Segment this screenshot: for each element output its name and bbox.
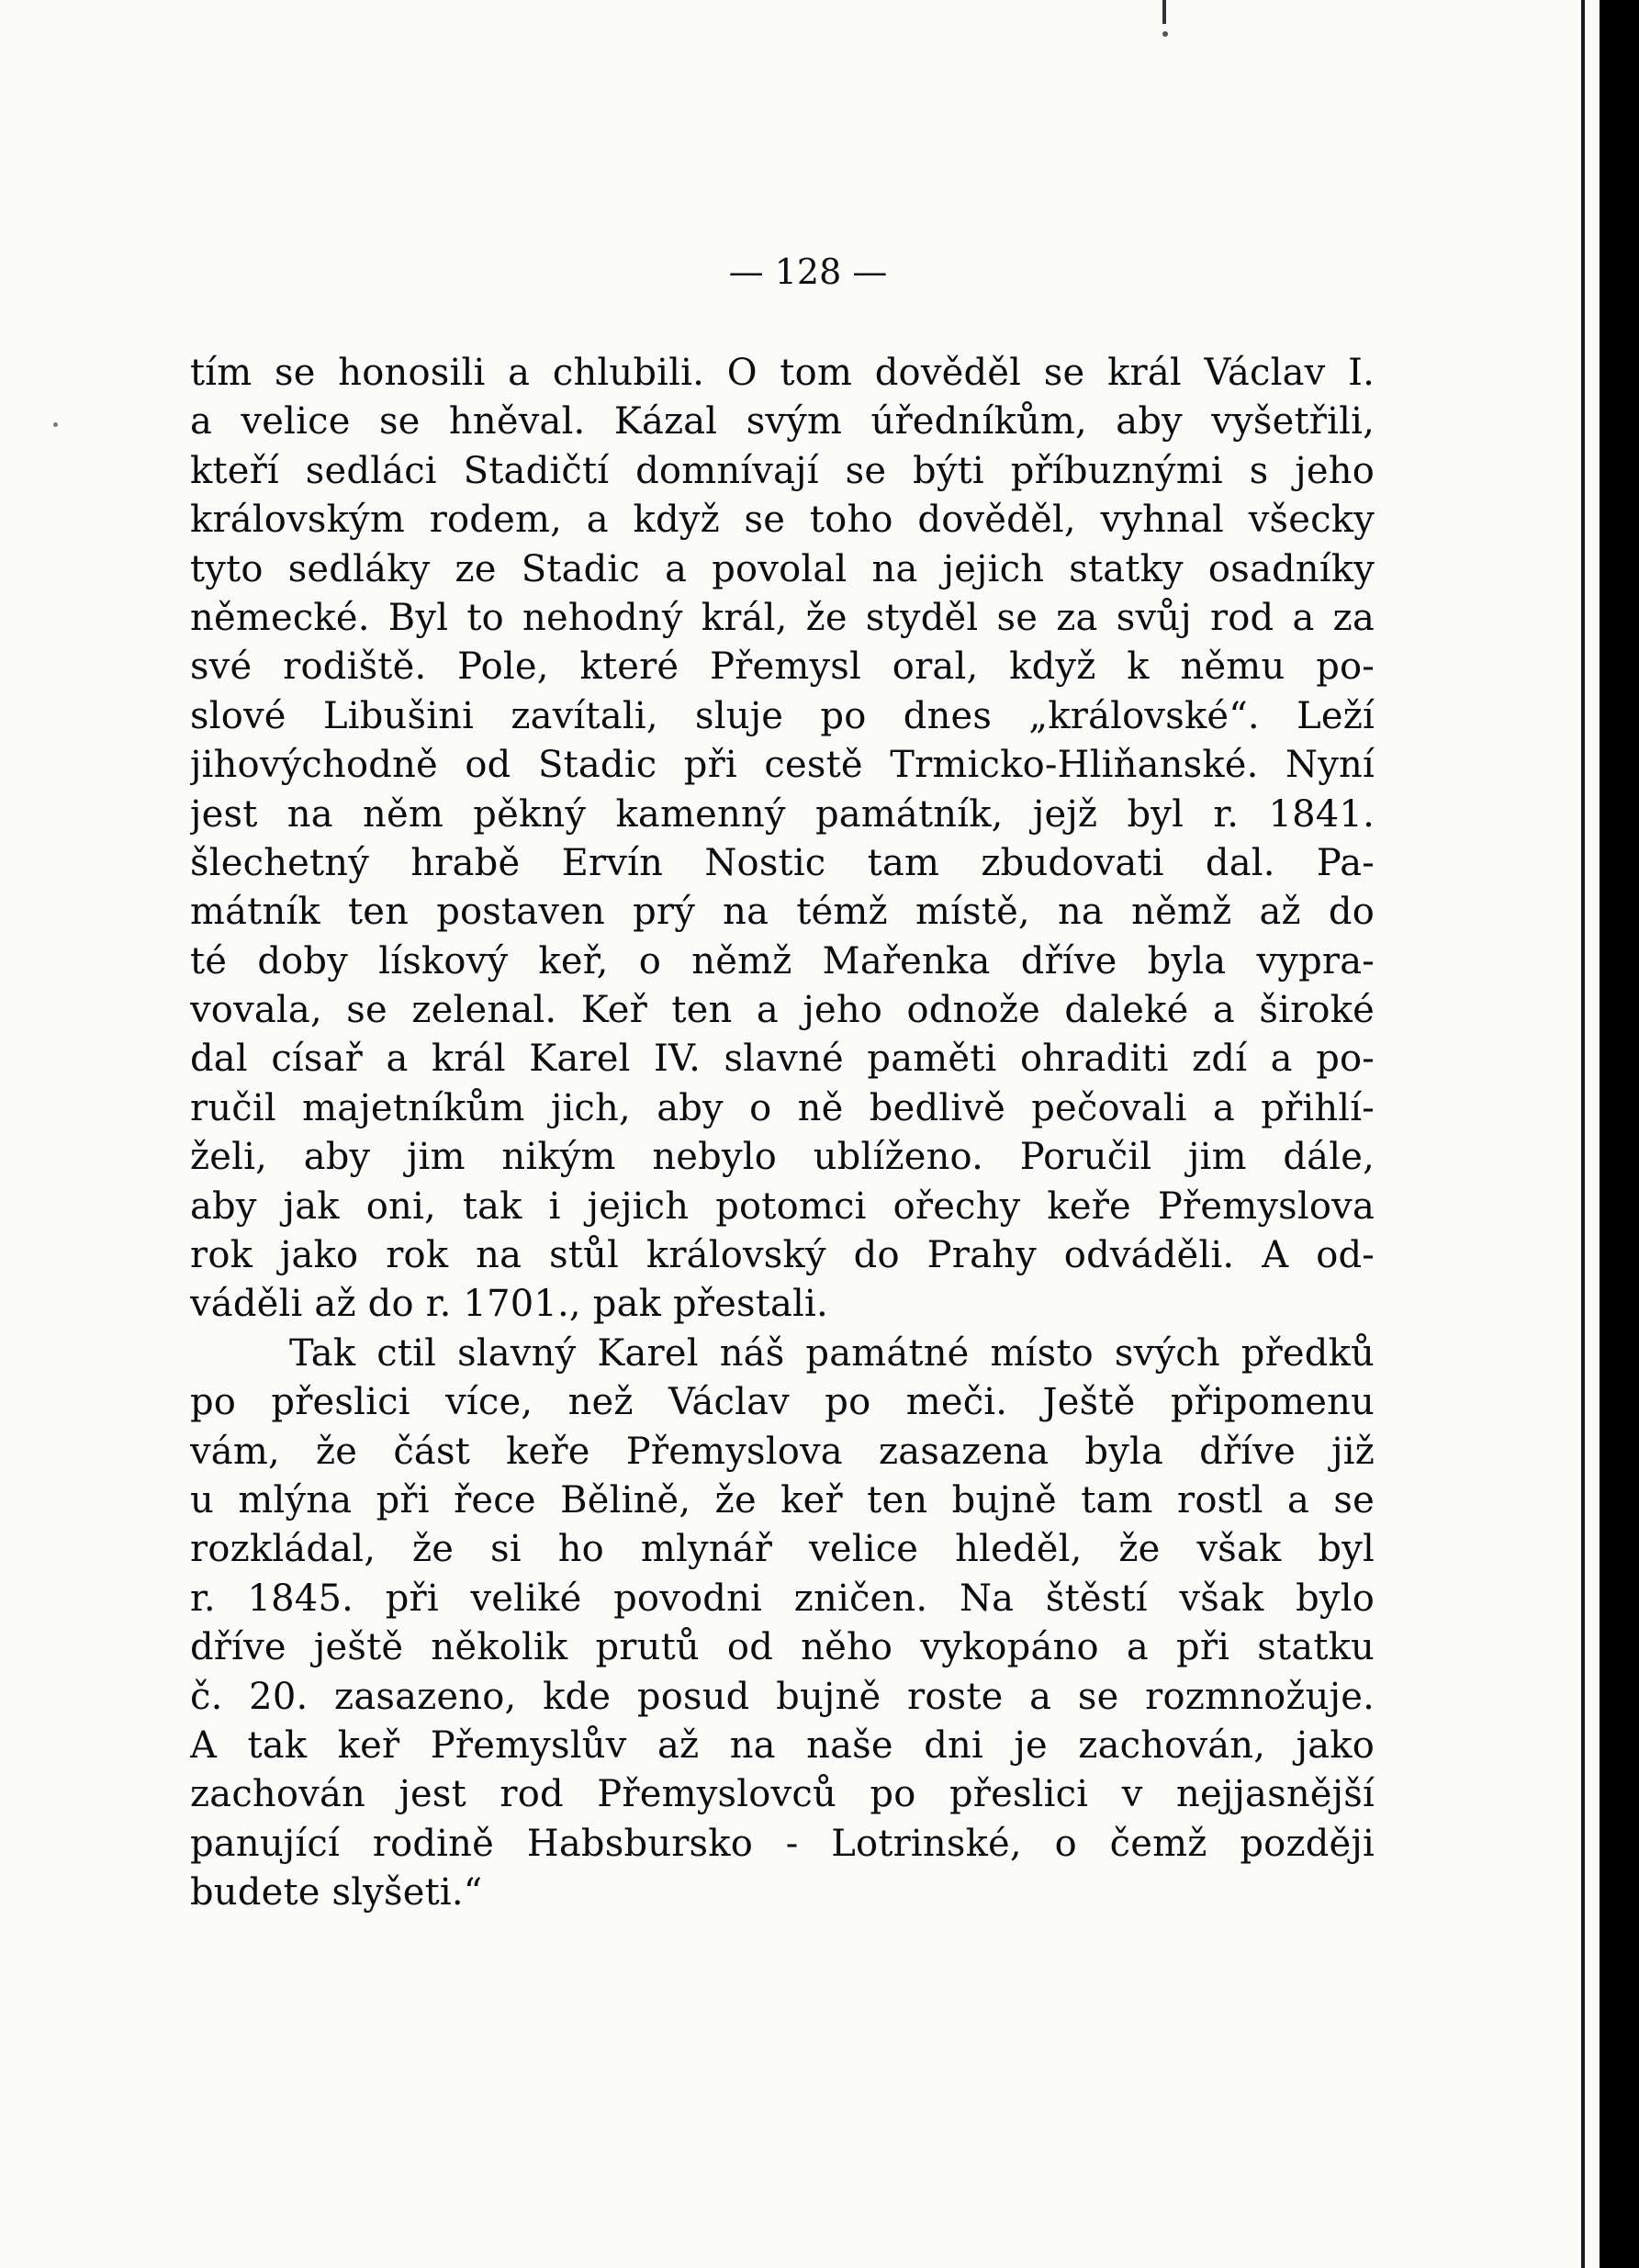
text-line: tyto sedláky ze Stadic a povolal na jejich statky osadníky [190,547,1375,590]
text-line: č. 20. zasazeno, kde posud bujně roste a se rozmnožuje. [190,1675,1375,1718]
text-line: a velice se hněval. Kázal svým úředníkům, aby vyšetřili, [190,400,1375,443]
paragraph-end-line: budete slyšeti.“ [190,1871,483,1914]
text-line: aby jak oni, tak i jejich potomci ořechy keře Přemyslova [190,1185,1375,1228]
text-line: želi, aby jim nikým nebylo ublíženo. Poručil jim dále, [190,1136,1375,1179]
text-line: jihovýchodně od Stadic při cestě Trmicko-Hliňanské. Nyní [190,744,1375,787]
text-line: kteří sedláci Stadičtí domnívají se býti příbuznými s jeho [190,449,1375,492]
text-line: šlechetný hrabě Ervín Nostic tam zbudovati dal. Pa- [190,841,1375,884]
text-line: své rodiště. Pole, které Přemysl oral, když k němu po- [190,646,1375,689]
scan-edge-mark [1162,0,1166,24]
text-line: rozkládal, že si ho mlynář velice hleděl, že však byl [190,1528,1375,1571]
text-line: u mlýna při řece Bělině, že keř ten bujně tam rostl a se [190,1478,1375,1521]
scan-margin-dot [53,422,58,427]
text-line: slové Libušini zavítali, sluje po dnes „královské“. Leží [190,694,1375,737]
text-line: královským rodem, a když se toho dověděl, vyhnal všecky [190,499,1375,542]
scan-dark-border [1600,0,1639,2268]
paragraph-end-line: váděli až do r. 1701., pak přestali. [190,1283,828,1326]
text-line: německé. Byl to nehodný král, že styděl se za svůj rod a za [190,596,1375,639]
binding-edge-line [1581,0,1585,2268]
text-line: vovala, se zelenal. Keř ten a jeho odnože daleké a široké [190,989,1375,1032]
text-line: tím se honosili a chlubili. O tom dověděl se král Václav I. [190,352,1375,394]
text-line: panující rodině Habsbursko - Lotrinské, o čemž později [190,1822,1375,1865]
text-line: dříve ještě několik prutů od něho vykopáno a při statku [190,1626,1375,1669]
text-line: ručil majetníkům jich, aby o ně bedlivě pečovali a přihlí- [190,1086,1375,1129]
text-line: A tak keř Přemyslův až na naše dni je zachován, jako [190,1723,1375,1767]
text-line: rok jako rok na stůl královský do Prahy odváděli. A od- [190,1234,1375,1277]
text-line: zachován jest rod Přemyslovců po přeslici v nejjasnější [190,1773,1375,1816]
text-line: po přeslici více, než Václav po meči. Ještě připomenu [190,1381,1375,1424]
scan-dust-dot [1162,31,1168,37]
text-line: té doby lískový keř, o němž Mařenka dříve byla vypra- [190,939,1375,982]
text-line: dal císař a král Karel IV. slavné paměti ohraditi zdí a po- [190,1038,1375,1081]
page-number: — 128 — [728,252,888,292]
text-line: vám, že část keře Přemyslova zasazena byla dříve již [190,1430,1375,1473]
paragraph-start-line: Tak ctil slavný Karel náš památné místo svých předků [289,1331,1375,1375]
text-line: mátník ten postaven prý na témž místě, na němž až do [190,891,1375,934]
text-line: r. 1845. při veliké povodni zničen. Na štěstí však bylo [190,1577,1375,1620]
text-line: jest na něm pěkný kamenný památník, jejž byl r. 1841. [190,792,1375,836]
body-text [190,349,1375,1918]
